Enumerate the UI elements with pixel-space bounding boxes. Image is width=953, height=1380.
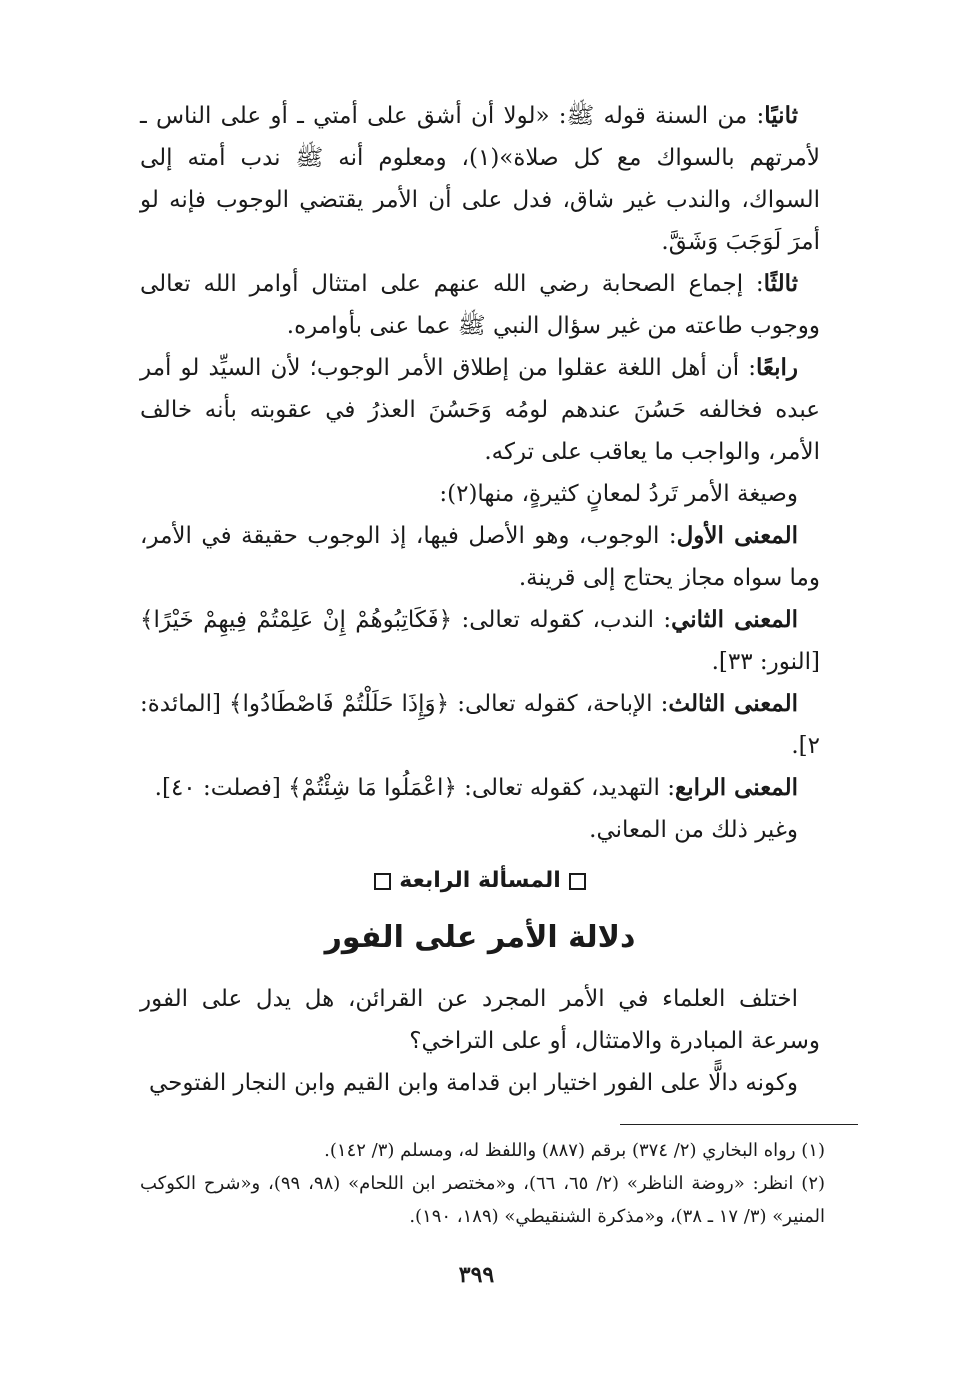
paragraph-third-proof — [140, 263, 820, 347]
paragraph-text: : من السنة قوله ﷺ: «لولا أن أشق على أمتي ـ أو على الناس ـ لأمرتهم بالسواك مع كل صلاة»(١)، ومعلوم أنه ﷺ ندب أمته إلى السواك، والندب غير شاق، فدل على أن الأمر يقتضي الوجوب فإنه لو أمرَ لَوَجَبَ وَشَقَّ. — [140, 103, 820, 255]
section-label — [140, 868, 820, 893]
paragraph-lead: المعنى الرابع — [674, 774, 798, 801]
paragraph-meaning-second — [140, 599, 820, 683]
paragraph-text: وكونه دالًّا على الفور اختيار ابن قدامة وابن القيم وابن النجار الفتوحي — [148, 1070, 798, 1096]
main-body-text — [140, 95, 820, 851]
section-body-text — [140, 978, 820, 1104]
paragraph-immediacy-view — [140, 1062, 820, 1104]
paragraph-meaning-third — [140, 683, 820, 767]
footnotes — [140, 1134, 825, 1233]
paragraph-other-meanings — [140, 809, 820, 851]
footnote-item: (٢) انظر: «روضة الناظر» (٢/ ٦٥، ٦٦)، و«مختصر ابن اللحام» (٩٨، ٩٩)، و«شرح الكوكب المنير» (٣/ ١٧ ـ ٣٨)، و«مذكرة الشنقيطي» (١٨٩، ١٩٠). — [140, 1173, 826, 1227]
paragraph-text: اختلف العلماء في الأمر المجرد عن القرائن، هل يدل على الفور وسرعة المبادرة والامتثال، أو على التراخي؟ — [140, 986, 820, 1054]
paragraph-text: : الندب، كقوله تعالى: ﴿فَكَاتِبُوهُمْ إِنْ عَلِمْتُمْ فِيهِمْ خَيْرًا﴾ [النور: ٣٣]. — [140, 607, 820, 675]
paragraph-scholars-dispute — [140, 978, 820, 1062]
section-heading: دلالة الأمر على الفور — [324, 920, 636, 955]
footnote-item: (١) رواه البخاري (٢/ ٣٧٤) برقم (٨٨٧) واللفظ له، ومسلم (٣/ ١٤٢). — [324, 1140, 825, 1161]
paragraph-text: : التهديد، كقوله تعالى: ﴿اعْمَلُوا مَا شِئْتُمْ﴾ [فصلت: ٤٠]. — [154, 775, 675, 801]
square-icon — [374, 873, 391, 890]
paragraph-lead: ثانيًا — [764, 102, 798, 129]
footnote-divider — [620, 1124, 858, 1125]
paragraph-text: : الوجوب، وهو الأصل فيها، إذ الوجوب حقيقة في الأمر، وما سواه مجاز يحتاج إلى قرينة. — [140, 523, 820, 591]
paragraph-text: : أن أهل اللغة عقلوا من إطلاق الأمر الوجوب؛ لأن السيِّد لو أمر عبده فخالفه حَسُنَ عندهم لومُه وَحَسُنَ العذرُ في عقوبته بأنه خالف الأمر، والواجب ما يعاقب على تركه. — [140, 355, 820, 465]
paragraph-text: : الإباحة، كقوله تعالى: ﴿وَإِذَا حَلَلْتُمْ فَاصْطَادُوا﴾ [المائدة: ٢]. — [140, 691, 820, 759]
paragraph-second-proof — [140, 95, 820, 263]
paragraph-lead: المعنى الثاني — [671, 606, 798, 633]
paragraph-text: وصيغة الأمر تَردُ لمعانٍ كثيرةٍ، منها(٢): — [439, 481, 798, 507]
paragraph-meaning-first — [140, 515, 820, 599]
paragraph-fourth-proof — [140, 347, 820, 473]
paragraph-lead: المعنى الثالث — [668, 690, 798, 717]
paragraph-text: وغير ذلك من المعاني. — [589, 817, 798, 843]
paragraph-lead: المعنى الأول — [676, 522, 798, 549]
paragraph-lead: رابعًا — [755, 354, 798, 381]
paragraph-imperative-meanings — [140, 473, 820, 515]
section-label-text: المسألة الرابعة — [399, 868, 561, 893]
paragraph-text: : إجماع الصحابة رضي الله عنهم على امتثال أوامر الله تعالى ووجوب طاعته من غير سؤال النبي ﷺ عما عنى بأوامره. — [140, 271, 820, 339]
page-number: ٣٩٩ — [458, 1262, 495, 1288]
square-icon — [569, 873, 586, 890]
paragraph-lead: ثالثًا — [763, 270, 799, 297]
paragraph-meaning-fourth — [140, 767, 820, 809]
